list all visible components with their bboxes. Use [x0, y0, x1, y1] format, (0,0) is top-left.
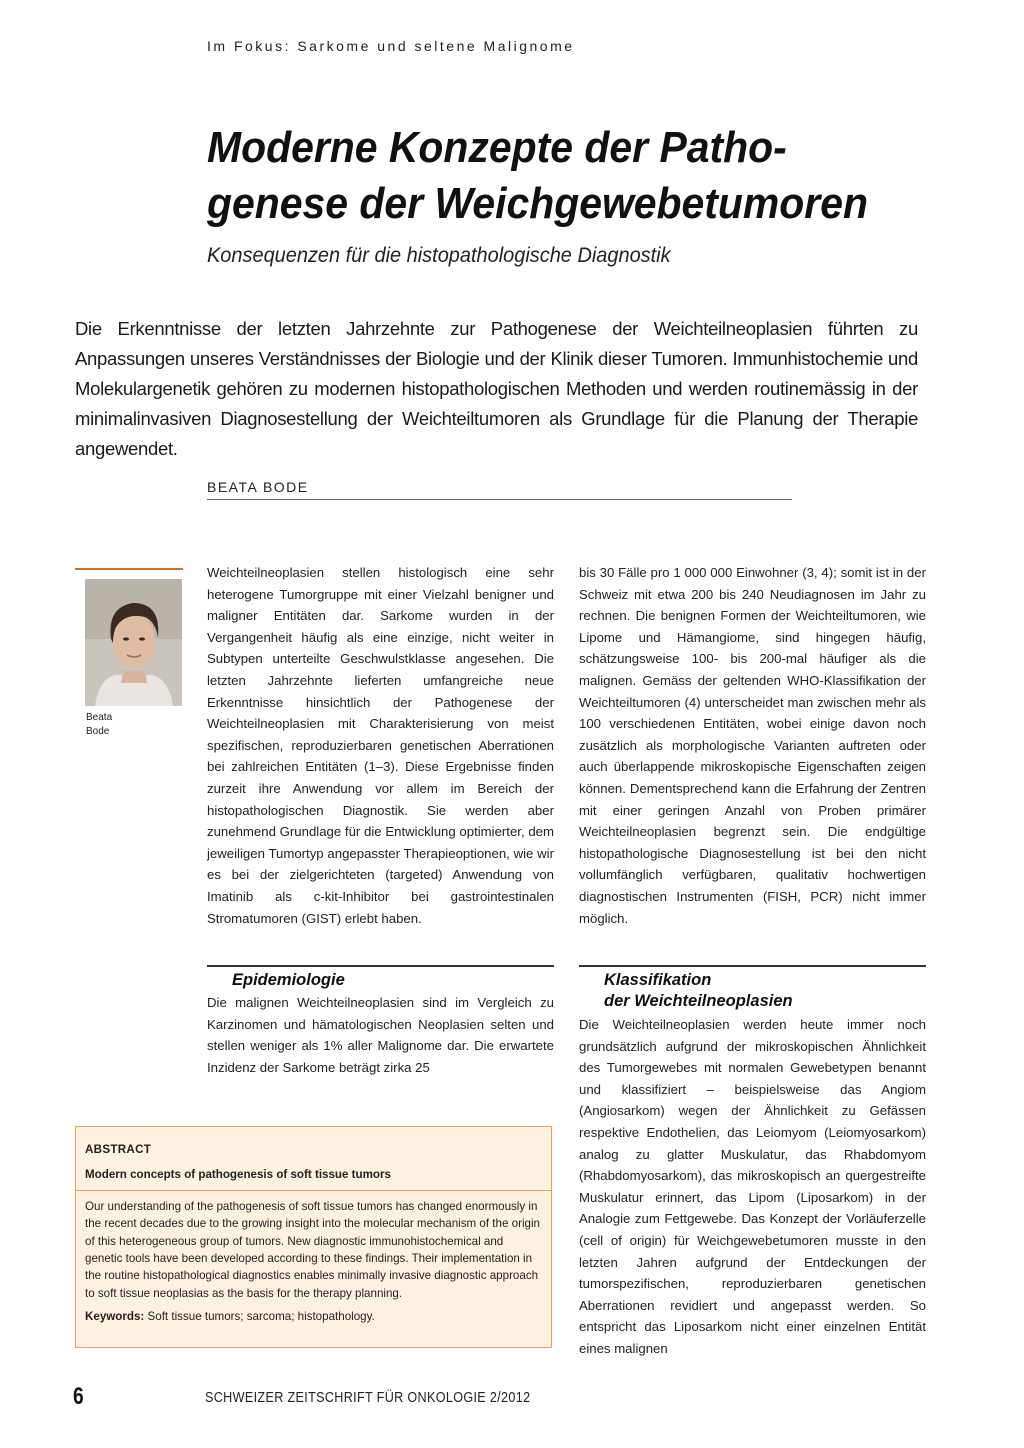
page-number: 6 — [73, 1383, 84, 1410]
lead-paragraph: Die Erkenntnisse der letzten Jahrzehnte zur Pathogenese der Weichteilneoplasien führten zu Anpassungen unseres Verständnisses der Biologie und der Klinik dieser Tumoren. Immunhistochemie und Molekulargenetik gehören zu modernen histopathologischen Methoden und werden routinemässig in der minimalinvasiven Diagnosestellung der Weichteiltumoren als Grundlage für die Planung der Therapie angewendet. — [75, 318, 918, 459]
journal-footer: SCHWEIZER ZEITSCHRIFT FÜR ONKOLOGIE 2/2012 — [205, 1389, 531, 1406]
title-line-2: genese der Weichgewebetumoren — [207, 179, 868, 228]
klassifikation-heading-line-2: der Weichteilneoplasien — [604, 992, 793, 1010]
section-heading-epidemiologie: Epidemiologie — [232, 971, 345, 989]
article-subtitle: Konsequenzen für die histopathologische Diagnostik — [207, 244, 671, 267]
abstract-body: Our understanding of the pathogenesis of soft tissue tumors has changed enormously in the recent decades due to the growing insight into the molecular mechanism of the origin of this heterogeneous group of tumors. New diagnostic immunohistochemical and genetic tools have been developed according to these findings. Their implementation in the routine histopathological diagnostics enables minimally invasive diagnostic approach to soft tissue neoplasias as the basis for the therapy planning. — [85, 1199, 540, 1300]
epidemiologie-paragraph: Die malignen Weichteilneoplasien sind im Vergleich zu Karzinomen und hämatologischen Neoplasien selten und stellen weniger als 1% aller Malignome dar. Die erwartete Inzidenz der Sarkome beträgt zirka 25 — [207, 995, 554, 1075]
caption-first-name: Beata — [86, 712, 113, 723]
section-rule-klassifikation — [579, 965, 926, 967]
abstract-heading: ABSTRACT — [85, 1143, 152, 1156]
caption-last-name: Bode — [86, 726, 110, 737]
article-title — [207, 120, 914, 232]
abstract-divider — [76, 1190, 551, 1191]
author-photo — [85, 579, 182, 706]
running-head: Im Fokus: Sarkome und seltene Malignome — [207, 38, 575, 54]
author-divider — [207, 499, 792, 500]
abstract-box — [75, 1126, 552, 1348]
klassifikation-heading-line-1: Klassifikation — [604, 971, 712, 989]
right-column-text: bis 30 Fälle pro 1 000 000 Einwohner (3, 4); somit ist in der Schweiz mit etwa 200 bis 240 Neudiagnosen im Jahr zu rechnen. Die benignen Formen der Weichteiltumoren, wie Lipome und Hämangiome, sind hingegen häufig, schätzungsweise 100- bis 200-mal häufiger als die malignen. Gemäss der geltenden WHO-Klassifikation der Weichteiltumoren (4) unterscheidet man zwischen mehr als 100 verschiedenen Entitäten, wobei einige davon noch zusätzlich als morphologische Varianten auftreten oder auch überlappende mikroskopische Eigenschaften zeigen können. Dementsprechend kann die Erfahrung der Zentren mit einer geringen Anzahl von Proben primärer Weichteilneoplasien begrenzt sein. Die endgültige histopathologische Diagnosestellung ist bei den nicht vollumfänglich verfügbaren, qualitativ hochwertigen diagnostischen Instrumenten (FISH, PCR) nicht immer möglich. — [579, 565, 926, 926]
keywords-text: Soft tissue tumors; sarcoma; histopathology. — [147, 1310, 375, 1324]
abstract-keywords — [85, 1308, 541, 1325]
title-line-1: Moderne Konzepte der Patho- — [207, 123, 787, 172]
photo-caption — [86, 711, 112, 739]
abstract-title: Modern concepts of pathogenesis of soft tissue tumors — [85, 1168, 391, 1182]
section-rule-epidemiologie — [207, 965, 554, 967]
klassifikation-paragraph: Die Weichteilneoplasien werden heute immer noch grundsätzlich aufgrund der mikroskopischen Ähnlichkeit des Tumorgewebes mit normalen Gewebetypen benannt und klassifiziert – beispielsweise das Angiom (Angiosarkom) wegen der Ähnlichkeit zu Gefässen respektive Endothelien, das Leiomyom (Leiomyosarkom) analog zu glatter Muskulatur, das Rhabdomyom (Rhabdomyosarkom), das mikroskopisch an quergestreifte Muskulatur erinnert, das Lipom (Liposarkom) in der Analogie zum Fettgewebe. Das Konzept der Vorläuferzelle (cell of origin) für Weichgewebetumoren musste in den letzten Jahren aufgrund der Entdeckungen der tumorspezifischen, reproduzierbaren genetischen Aberrationen revidiert und angepasst werden. So entspricht das Liposarkom nicht einer einzelnen Entität eines malignen — [579, 1017, 926, 1356]
author-name: BEATA BODE — [207, 479, 309, 495]
section-heading-klassifikation — [604, 970, 793, 1012]
photo-accent-rule — [75, 568, 183, 570]
intro-column: Weichteilneoplasien stellen histologisch eine sehr heterogene Tumorgruppe mit einer Vielzahl benigner und maligner Entitäten dar. Sarkome wurden in der Vergangenheit häufig als eine einzige, nicht weiter in Subtypen unterteilte Geschwulstklasse angesehen. Die letzten Jahrzehnte lieferten umfangreiche neue Erkenntnisse hinsichtlich der Pathogenese der Weichteilneoplasien mit Charakterisierung von meist spezifischen, reproduzierbaren genetischen Aberrationen bei zahlreichen Entitäten (1–3). Diese Ergebnisse finden zurzeit ihre Anwendung vor allem im Bereich der histopathologischen Diagnostik. Sie werden aber zunehmend Grundlage für die Entwicklung optimierter, dem jeweiligen Tumortyp angepasster Therapieoptionen, wie wir es bei der zielgerichteten (targeted) Anwendung von Imatinib als c-kit-Inhibitor bei gastrointestinalen Stromatumoren (GIST) erlebt haben. — [207, 565, 554, 926]
keywords-label: Keywords: — [85, 1310, 145, 1324]
